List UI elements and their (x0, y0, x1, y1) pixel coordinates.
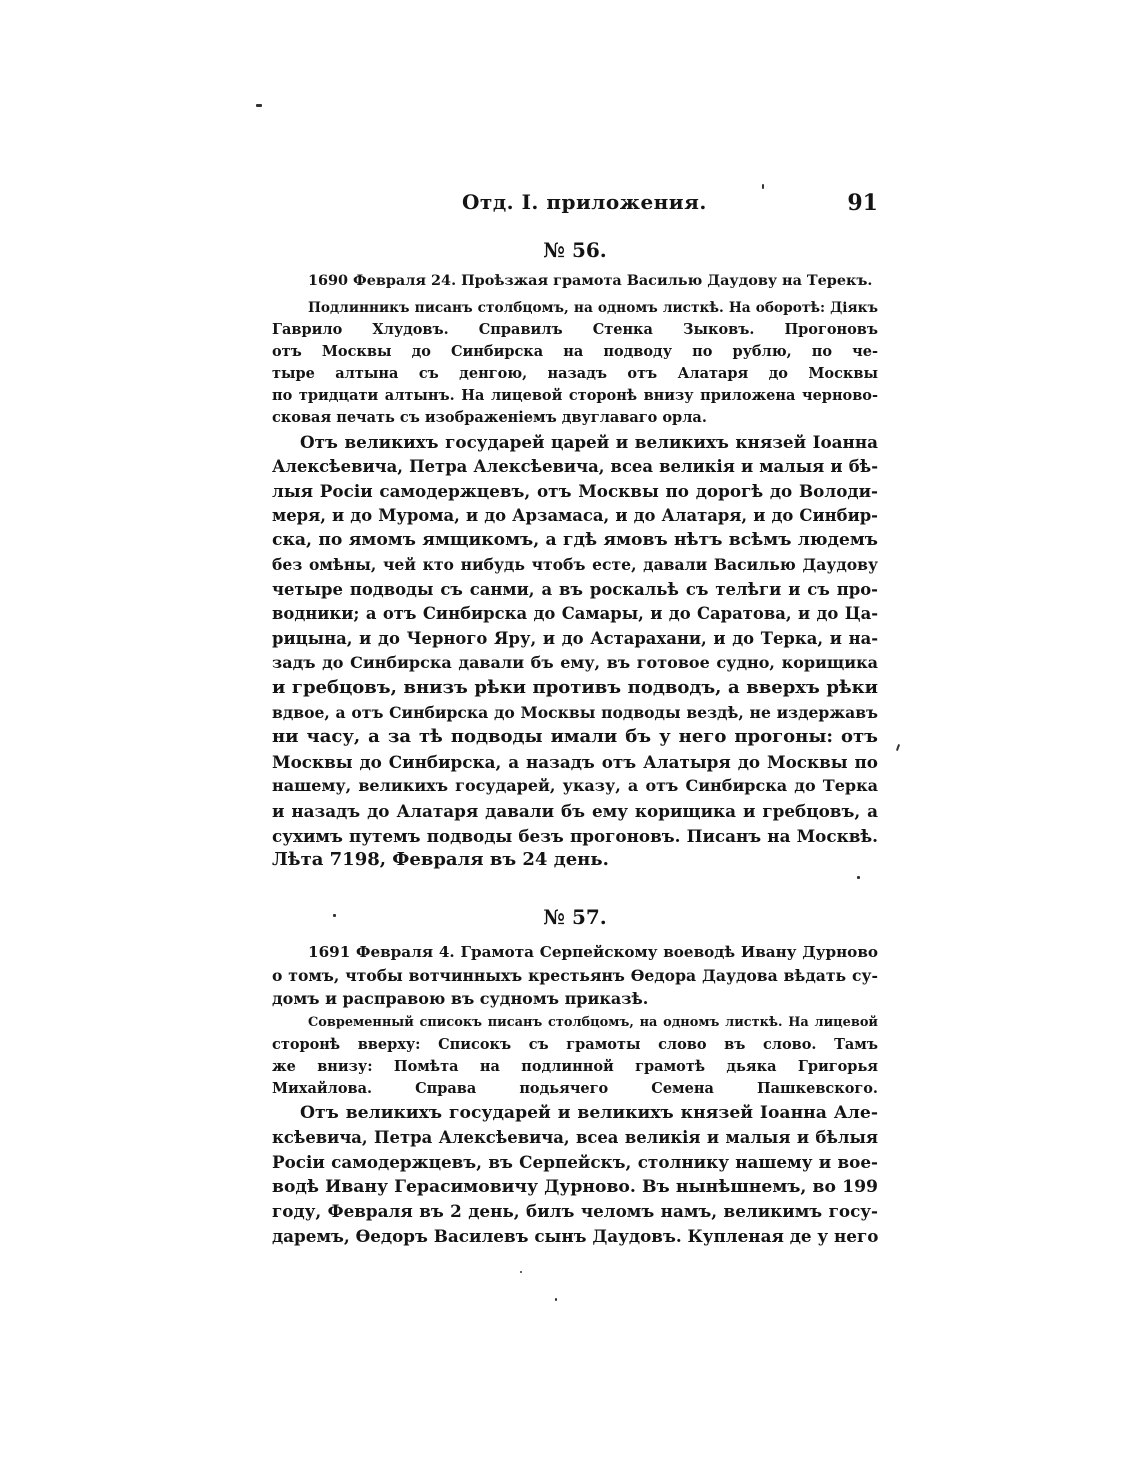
note-line: сторонѣ вверху: Списокъ съ грамоты слово въ слово. Тамъ (272, 1036, 878, 1053)
note-line: же внизу: Помѣта на подлинной грамотѣ дьяка Григорья (272, 1058, 878, 1075)
text-line: ска, по ямомъ ямщикомъ, а гдѣ ямовъ нѣтъ всѣмъ людемъ (272, 530, 878, 551)
document-number: № 56. (543, 238, 607, 262)
document-heading (272, 941, 878, 1010)
text-line: Отъ великихъ государей и великихъ князей Iоанна Але- (300, 1103, 878, 1123)
scan-speck (555, 1298, 557, 1301)
text-line: Отъ великихъ государей царей и великихъ князей Iоанна (300, 432, 878, 452)
document-text (272, 430, 878, 873)
running-header (272, 190, 878, 220)
text-line: году, Февраля въ 2 день, билъ челомъ намъ, великимъ госу- (272, 1201, 878, 1222)
archival-note (272, 1012, 878, 1100)
heading-line: 1691 Февраля 4. Грамота Серпейскому воеводѣ Ивану Дурново (308, 943, 878, 961)
text-line: ни часу, а за тѣ подводы имали бъ у него прогоны: отъ (272, 726, 878, 748)
note-line: Михайлова. Справа подьячего Семена Пашкевского. (272, 1080, 878, 1097)
text-line: Лѣта 7198, Февраля въ 24 день. (272, 849, 609, 871)
text-line: даремъ, Өедоръ Василевъ сынъ Даудовъ. Купленая де у него (272, 1225, 879, 1246)
text-line: водники; а отъ Синбирска до Самары, и до Саратова, и до Ца- (272, 604, 878, 624)
note-line: Подлинникъ писанъ столбцомъ, на одномъ листкѣ. На оборотѣ: Дiякъ (308, 300, 878, 316)
text-line: Москвы до Синбирска, а назадъ отъ Алатыря до Москвы по (272, 751, 878, 772)
section-title: Отд. I. приложения. (462, 190, 707, 214)
text-line: водѣ Ивану Герасимовичу Дурново. Въ нынѣшнемъ, во 199 (272, 1176, 878, 1197)
document-number: № 57. (543, 905, 607, 929)
scan-speck (857, 876, 860, 879)
document-heading (272, 269, 878, 292)
note-line: по тридцати алтынъ. На лицевой сторонѣ внизу приложена черново- (272, 387, 878, 404)
page-number: 91 (847, 190, 878, 216)
text-line: сухимъ путемъ подводы безъ прогоновъ. Писанъ на Москвѣ. (272, 825, 878, 846)
scan-speck (256, 104, 262, 107)
document-text (272, 1101, 878, 1249)
note-line: отъ Москвы до Синбирска на подводу по рублю, по че- (272, 343, 878, 360)
text-line: нашему, великихъ государей, указу, а отъ Синбирска до Терка (272, 776, 878, 796)
heading-line: 1690 Февраля 24. Проѣзжая грамота Василью Даудову на Терекъ. (308, 272, 873, 289)
scan-speck (520, 1271, 522, 1273)
text-line: задъ до Синбирска давали бъ ему, въ готовое судно, корищика (272, 653, 878, 673)
text-line: лыя Росiи самодержцевъ, отъ Москвы по дорогѣ до Володи- (272, 481, 878, 502)
text-line: без омѣны, чей кто нибудь чтобъ есте, давали Василью Даудову (272, 554, 878, 574)
text-line: рицына, и до Черного Яру, и до Астарахани, и до Терка, и на- (272, 628, 878, 648)
note-line: Современный списокъ писанъ столбцомъ, на одномъ листкѣ. На лицевой (308, 1015, 878, 1030)
text-line: и гребцовъ, внизъ рѣки противъ подводъ, а вверхъ рѣки (272, 676, 878, 698)
text-line: и назадъ до Алатаря давали бъ ему корищика и гребцовъ, а (272, 800, 878, 821)
text-line: Росiи самодержцевъ, въ Серпейскъ, столнику нашему и вое- (272, 1152, 878, 1173)
note-line: сковая печать съ изображенiемъ двуглаваго орла. (272, 409, 707, 426)
text-line: четыре подводы съ санми, а въ роскальѣ съ телѣги и съ про- (272, 579, 878, 599)
scan-speck (896, 744, 900, 751)
note-line: тыре алтына съ денгою, назадъ отъ Алатаря до Москвы (272, 365, 878, 382)
scan-speck (762, 184, 764, 189)
text-line: ксѣевича, Петра Алексѣевича, всеа великiя и малыя и бѣлыя (272, 1127, 878, 1147)
archival-note (272, 297, 878, 429)
heading-line: домъ и расправою въ судномъ приказѣ. (272, 989, 649, 1008)
text-line: вдвое, а отъ Синбирска до Москвы подводы вездѣ, не издержавъ (272, 702, 878, 722)
heading-line: о томъ, чтобы вотчинныхъ крестьянъ Өедора Даудова вѣдать су- (272, 966, 878, 985)
text-line: Алексѣевича, Петра Алексѣевича, всеа великiя и малыя и бѣ- (272, 456, 878, 476)
text-line: меря, и до Мурома, и до Арзамаса, и до Алатаря, и до Синбир- (272, 505, 878, 525)
note-line: Гаврило Хлудовъ. Справилъ Стенка Зыковъ. Прогоновъ (272, 321, 878, 338)
